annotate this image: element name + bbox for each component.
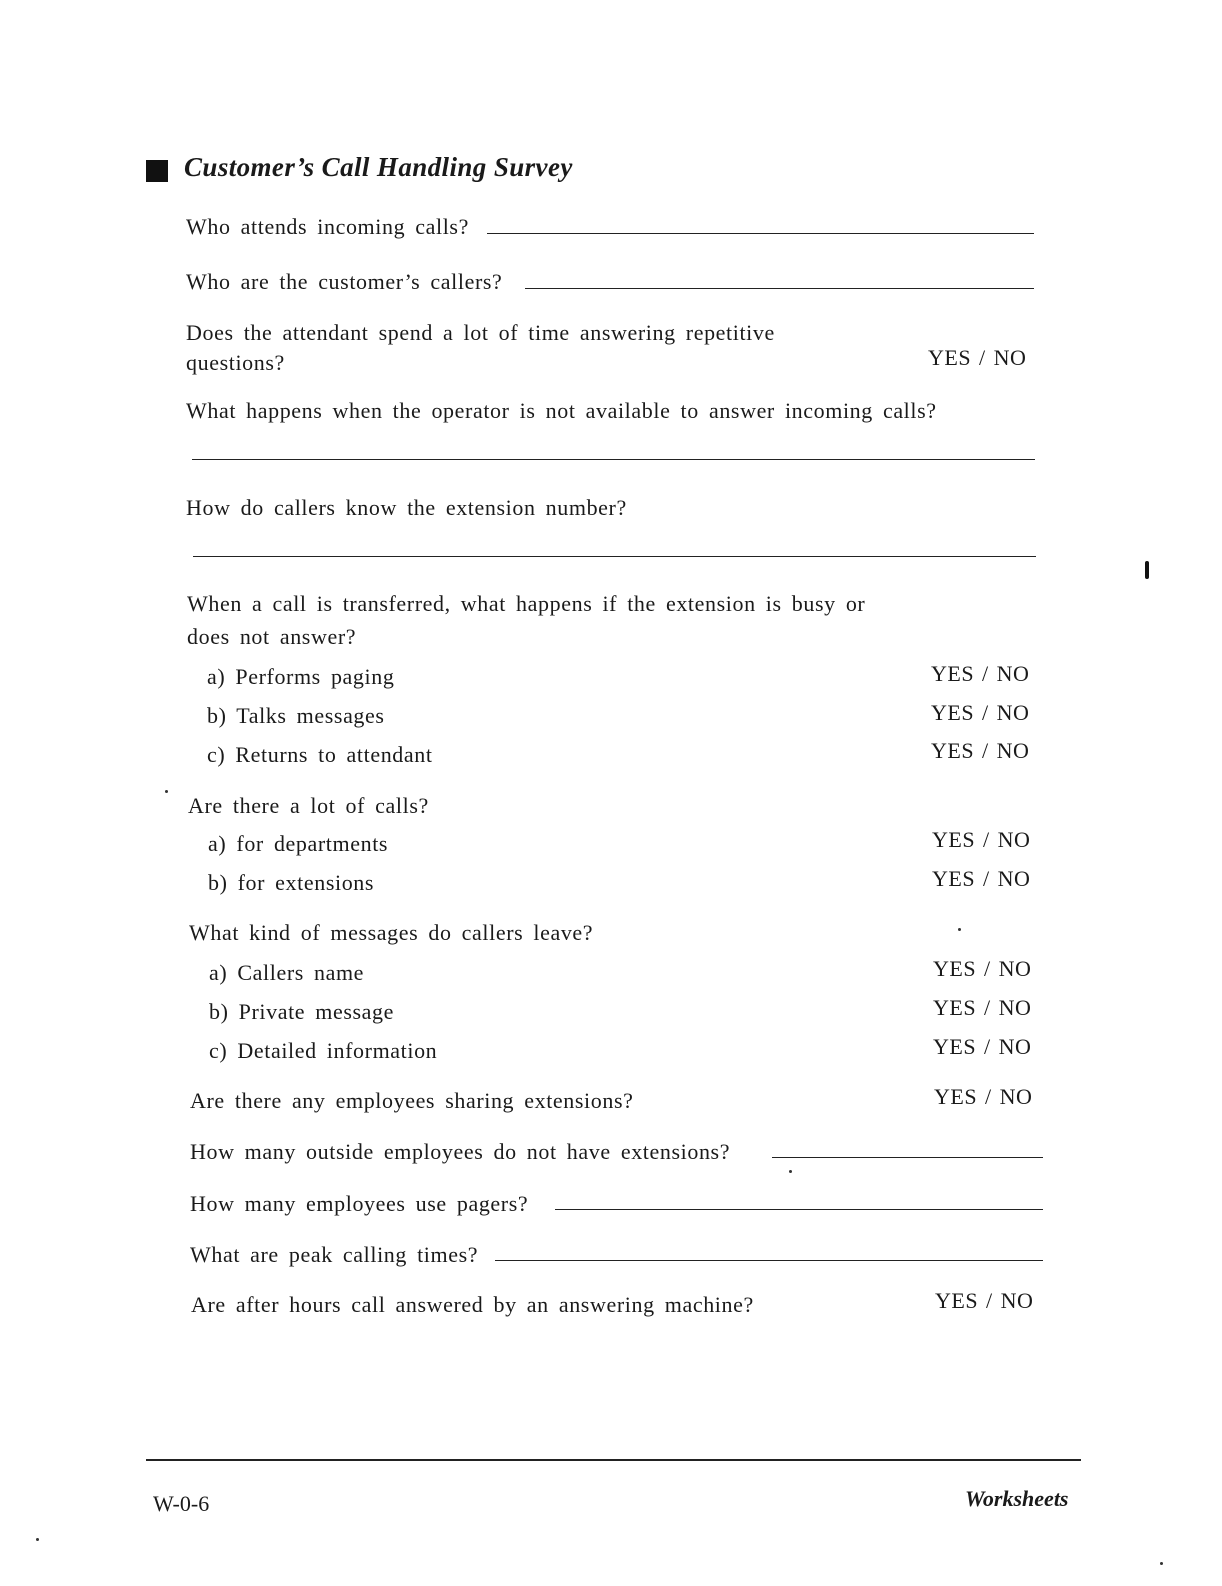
footer-divider [146,1459,1081,1461]
yes-no-option[interactable]: YES / NO [932,827,1031,852]
scan-speck [789,1170,792,1173]
question-messages-kind: What kind of messages do callers leave? [189,920,594,945]
yes-no-option[interactable]: YES / NO [928,345,1027,370]
question-repetitive-line2: questions? [186,350,285,375]
page-title: Customer’s Call Handling Survey [184,152,573,182]
question-outside-employees: How many outside employees do not have extensions? [190,1139,731,1164]
scan-speck [1160,1562,1163,1565]
option-talks-messages: b) Talks messages [207,703,385,728]
option-callers-name: a) Callers name [209,960,365,985]
question-peak-times: What are peak calling times? [190,1242,479,1267]
option-returns-to-attendant: c) Returns to attendant [207,742,433,767]
question-repetitive-line1: Does the attendant spend a lot of time answering repetitive [186,320,775,345]
question-transfer-line1: When a call is transferred, what happens if the extension is busy or [187,591,866,616]
yes-no-option[interactable]: YES / NO [933,1034,1032,1059]
yes-no-option[interactable]: YES / NO [935,1288,1034,1313]
yes-no-option[interactable]: YES / NO [931,738,1030,763]
section-name: Worksheets [965,1486,1069,1511]
answer-line-extension-number[interactable] [193,556,1036,557]
question-transfer-line2: does not answer? [187,624,357,649]
yes-no-option[interactable]: YES / NO [931,700,1030,725]
answer-line-operator-unavailable[interactable] [192,459,1035,460]
option-for-extensions: b) for extensions [208,870,375,895]
option-for-departments: a) for departments [208,831,389,856]
question-pagers: How many employees use pagers? [190,1191,529,1216]
answer-line-peak-times[interactable] [495,1260,1043,1261]
question-who-attends: Who attends incoming calls? [186,214,469,239]
question-extension-number: How do callers know the extension number? [186,495,627,520]
question-sharing-extensions: Are there any employees sharing extensions? [190,1088,634,1113]
question-lot-of-calls: Are there a lot of calls? [188,793,429,818]
option-detailed-information: c) Detailed information [209,1038,438,1063]
option-performs-paging: a) Performs paging [207,664,395,689]
yes-no-option[interactable]: YES / NO [934,1084,1033,1109]
scan-speck [958,928,961,931]
page-number: W-0-6 [153,1491,210,1516]
yes-no-option[interactable]: YES / NO [933,956,1032,981]
yes-no-option[interactable]: YES / NO [932,866,1031,891]
yes-no-option[interactable]: YES / NO [933,995,1032,1020]
option-private-message: b) Private message [209,999,394,1024]
scan-speck [165,790,168,793]
scan-speck [36,1538,39,1541]
yes-no-option[interactable]: YES / NO [931,661,1030,686]
question-callers: Who are the customer’s callers? [186,269,503,294]
answer-line-pagers[interactable] [555,1209,1043,1210]
question-answering-machine: Are after hours call answered by an answering machine? [191,1292,754,1317]
scan-mark [1145,561,1149,579]
square-bullet-icon [146,160,168,182]
question-operator-unavailable: What happens when the operator is not available to answer incoming calls? [186,398,937,423]
answer-line-outside-employees[interactable] [772,1157,1043,1158]
answer-line-who-attends[interactable] [487,233,1034,234]
answer-line-callers[interactable] [525,288,1034,289]
